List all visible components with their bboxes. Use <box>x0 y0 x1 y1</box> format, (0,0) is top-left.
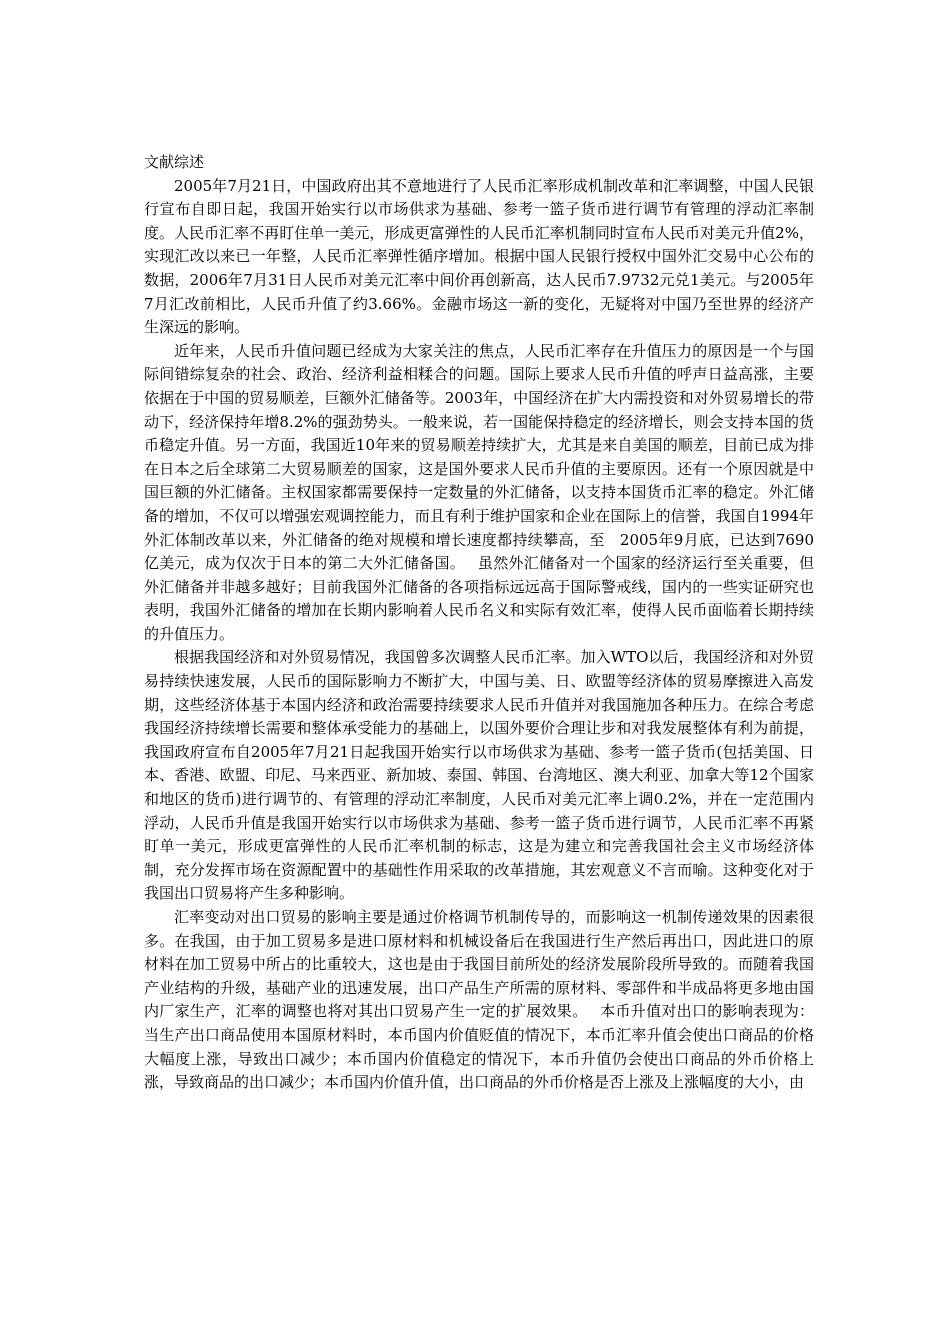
paragraph-1: 2005年7月21日，中国政府出其不意地进行了人民币汇率形成机制改革和汇率调整，中国人民银行宣布自即日起，我国开始实行以市场供求为基础、参考一篮子货币进行调节有管理的浮动汇率制度。人民币汇率不再盯住单一美元，形成更富弹性的人民币汇率机制同时宣布人民币对美元升值2%，实现汇改以来已一年整，人民币汇率弹性循序增加。根据中国人民银行授权中国外汇交易中心公布的数据，2006年7月31日人民币对美元汇率中间价再创新高，达人民币7.9732元兑1美元。与2005年7月汇改前相比，人民币升值了约3.66%。金融市场这一新的变化，无疑将对中国乃至世界的经济产生深远的影响。 <box>144 176 814 337</box>
paragraph-3: 根据我国经济和对外贸易情况，我国曾多次调整人民币汇率。加入WTO以后，我国经济和对外贸易持续快速发展，人民币的国际影响力不断扩大，中国与美、日、欧盟等经济体的贸易摩擦进入高发期，这些经济体基于本国内经济和政治需要持续要求人民币升值并对我国施加各种压力。在综合考虑我国经济持续增长需要和整体承受能力的基础上，以国外要价合理让步和对我发展整体有利为前提，我国政府宣布自2005年7月21日起我国开始实行以市场供求为基础、参考一篮子货币(包括美国、日本、香港、欧盟、印尼、马来西亚、新加坡、泰国、韩国、台湾地区、澳大利亚、加拿大等12个国家和地区的货币)进行调节的、有管理的浮动汇率制度，人民币对美元汇率上调0.2%，并在一定范围内浮动，人民币升值是我国开始实行以市场供求为基础、参考一篮子货币进行调节，人民币汇率不再紧盯单一美元，形成更富弹性的人民币汇率机制的标志，这是为建立和完善我国社会主义市场经济体制，充分发挥市场在资源配置中的基础性作用采取的改革措施，其宏观意义不言而喻。这种变化对于我国出口贸易将产生多种影响。 <box>144 648 814 903</box>
document-page <box>144 151 814 1095</box>
paragraph-4: 汇率变动对出口贸易的影响主要是通过价格调节机制传导的，而影响这一机制传递效果的因素很多。在我国，由于加工贸易多是进口原材料和机械设备后在我国进行生产然后再出口，因此进口的原材料在加工贸易中所占的比重较大，这也是由于我国目前所处的经济发展阶段所导致的。而随着我国产业结构的升级，基础产业的迅速发展，出口产品生产所需的原材料、零部件和半成品将更多地由国内厂家生产，汇率的调整也将对其出口贸易产生一定的扩展效果。 本币升值对出口的影响表现为：当生产出口商品使用本国原材料时，本币国内价值贬值的情况下，本币汇率升值会使出口商品的价格大幅度上涨，导致出口减少；本币国内价值稳定的情况下，本币升值仍会使出口商品的外币价格上涨，导致商品的出口减少；本币国内价值升值，出口商品的外币价格是否上涨及上涨幅度的大小，由 <box>144 908 814 1092</box>
document-title: 文献综述 <box>144 153 205 171</box>
paragraph-2: 近年来，人民币升值问题已经成为大家关注的焦点，人民币汇率存在升值压力的原因是一个与国际间错综复杂的社会、政治、经济利益相糅合的问题。国际上要求人民币升值的呼声日益高涨，主要依据在于中国的贸易顺差，巨额外汇储备等。2003年，中国经济在扩大内需投资和对外贸易增长的带动下，经济保持年增8.2%的强劲势头。一般来说，若一国能保持稳定的经济增长，则会支持本国的货币稳定升值。另一方面，我国近10年来的贸易顺差持续扩大，尤其是来自美国的顺差，目前已成为排在日本之后全球第二大贸易顺差的国家，这是国外要求人民币升值的主要原因。还有一个原因就是中国巨额的外汇储备。主权国家都需要保持一定数量的外汇储备，以支持本国货币汇率的稳定。外汇储备的增加，不仅可以增强宏观调控能力，而且有利于维护国家和企业在国际上的信誉，我国自1994年外汇体制改革以来，外汇储备的绝对规模和增长速度都持续攀高，至 2005年9月底，已达到7690亿美元，成为仅次于日本的第二大外汇储备国。 虽然外汇储备对一个国家的经济运行至关重要，但外汇储备并非越多越好；目前我国外汇储备的各项指标远远高于国际警戒线，国内的一些实证研究也表明，我国外汇储备的增加在长期内影响着人民币名义和实际有效汇率，使得人民币面临着长期持续的升值压力。 <box>144 341 814 643</box>
